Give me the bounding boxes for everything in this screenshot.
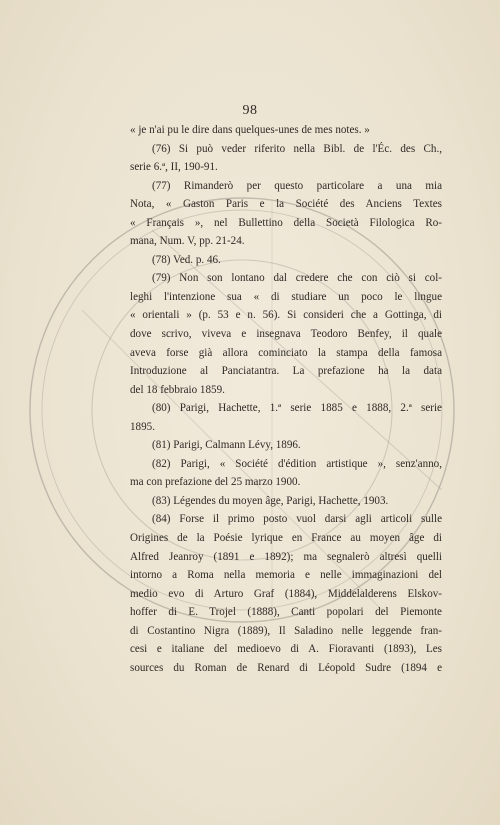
text-line: (79) Non son lontano dal credere che con ciò si col- (152, 272, 442, 285)
text-line: Alfred Jeanroy (1891 e 1892); ma segnalerò altresì quelli (130, 550, 442, 563)
text-line: Origines de la Poésie lyrique en France au moyen âge di (130, 532, 442, 545)
text-line: sources du Roman de Renard di Léopold Sudre (1894 e (130, 661, 442, 674)
text-line: Nota, « Gaston Paris e la Société des Anciens Textes (130, 198, 442, 211)
text-line: intorno a Roma nella memoria e nelle immaginazioni del (130, 569, 442, 582)
text-line: cesi e italiane del medioevo di A. Fioravanti (1893), Les (130, 643, 442, 656)
text-line: serie 6.ª, II, 190-91. (130, 161, 218, 174)
text-line: (78) Ved. p. 46. (152, 253, 221, 266)
text-line: hoffer di E. Trojel (1888), Canti popolari del Piemonte (130, 606, 442, 619)
text-line: Introduzione al Panciatantra. La prefazione ha la data (130, 365, 442, 378)
text-line: (83) Légendes du moyen âge, Parigi, Hachette, 1903. (152, 494, 389, 507)
text-line: aveva forse già allora cominciato la stampa della famosa (130, 346, 442, 359)
text-line: (82) Parigi, « Société d'édition artistique », senz'anno, (152, 457, 442, 470)
text-line: (84) Forse il primo posto vuol darsi agli articoli sulle (152, 513, 442, 526)
text-line: (76) Si può veder riferito nella Bibl. de l'Éc. des Ch., (152, 142, 442, 155)
text-line: (77) Rimanderò per questo particolare a una mia (152, 179, 442, 192)
text-line: di Costantino Nigra (1889), Il Saladino nelle leggende fran- (130, 624, 442, 637)
text-line: 1895. (130, 420, 155, 433)
page-number: 98 (242, 103, 258, 118)
footnotes-body (130, 121, 442, 677)
text-line: medio evo di Arturo Graf (1884), Middelalderens Elskov- (130, 587, 442, 600)
text-line: ma con prefazione del 25 marzo 1900. (130, 476, 301, 489)
text-line: (81) Parigi, Calmann Lévy, 1896. (152, 439, 301, 452)
text-line: « orientali » (p. 53 e n. 56). Si consideri che a Gottinga, di (130, 309, 442, 322)
text-line: dove scrivo, viveva e insegnava Teodoro Benfey, il quale (130, 328, 442, 341)
text-line: mana, Num. V, pp. 21-24. (130, 235, 245, 248)
text-line: « je n'ai pu le dire dans quelques-unes de mes notes. » (130, 124, 370, 136)
text-line: « Français », nel Bullettino della Società Filologica Ro- (130, 216, 442, 229)
text-line: leghi l'intenzione sua « di studiare un poco le lingue (130, 290, 442, 303)
text-line: del 18 febbraio 1859. (130, 383, 225, 396)
text-line: (80) Parigi, Hachette, 1.ª serie 1885 e 1888, 2.ª serie (152, 402, 442, 415)
